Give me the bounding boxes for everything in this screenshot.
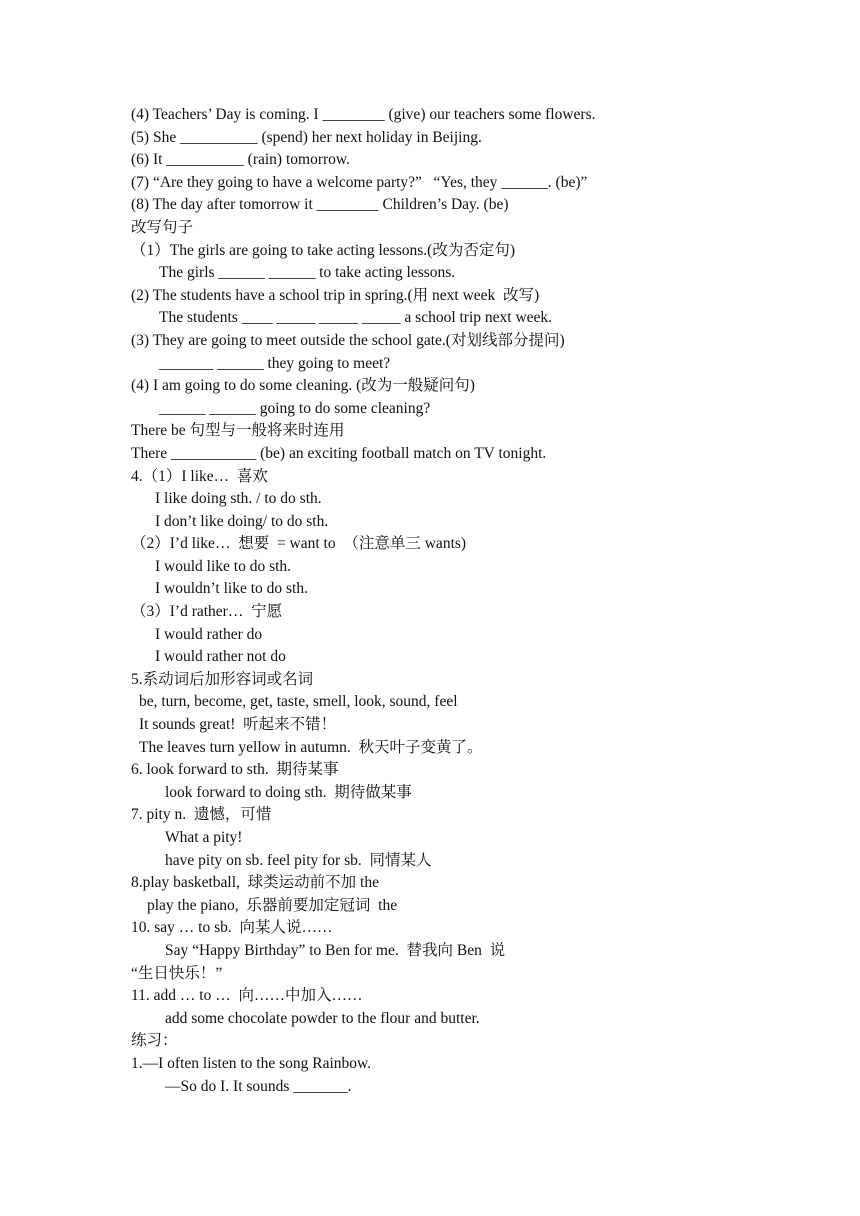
text-line: I would rather not do — [155, 648, 286, 666]
text-line: (5) She __________ (spend) her next holiday in Beijing. — [131, 128, 482, 146]
text-line: “生日快乐！” — [131, 964, 223, 982]
text-line: look forward to doing sth. 期待做某事 — [165, 783, 412, 801]
text-line: ______ ______ going to do some cleaning? — [159, 399, 431, 417]
text-line: have pity on sb. feel pity for sb. 同情某人 — [165, 851, 432, 869]
text-line: 改写句子 — [131, 218, 194, 236]
text-line: 6. look forward to sth. 期待某事 — [131, 761, 339, 779]
text-line: There be 句型与一般将来时连用 — [131, 422, 345, 440]
text-line: play the piano, 乐器前要加定冠词 the — [147, 896, 398, 914]
text-line: The girls ______ ______ to take acting lessons. — [159, 264, 456, 282]
text-line: 4.（1）I like… 喜欢 — [131, 467, 268, 485]
text-line: add some chocolate powder to the flour and butter. — [165, 1009, 480, 1027]
text-line: I like doing sth. / to do sth. — [155, 490, 322, 508]
text-line: _______ ______ they going to meet? — [159, 354, 391, 372]
text-line: 练习： — [131, 1032, 178, 1050]
text-line: (3) They are going to meet outside the school gate.(对划线部分提问) — [131, 331, 565, 349]
text-line: The leaves turn yellow in autumn. 秋天叶子变黄了。 — [139, 738, 483, 756]
text-line: 10. say … to sb. 向某人说…… — [131, 919, 333, 937]
document-body — [131, 104, 831, 1098]
text-line: （2）I’d like… 想要 = want to （注意单三 wants) — [131, 535, 467, 553]
text-line: (2) The students have a school trip in spring.(用 next week 改写) — [131, 286, 540, 304]
text-line: Say “Happy Birthday” to Ben for me. 替我向 Ben 说 — [165, 941, 506, 959]
text-line: —So do I. It sounds _______. — [165, 1077, 352, 1095]
text-line: be, turn, become, get, taste, smell, look, sound, feel — [139, 693, 458, 711]
text-line: （1）The girls are going to take acting lessons.(改为否定句) — [131, 241, 515, 259]
text-line: 5.系动词后加形容词或名词 — [131, 670, 314, 688]
text-line: I don’t like doing/ to do sth. — [155, 512, 329, 530]
text-line: I wouldn’t like to do sth. — [155, 580, 308, 598]
text-line: (8) The day after tomorrow it ________ Children’s Day. (be) — [131, 196, 509, 214]
text-line: （3）I’d rather… 宁愿 — [131, 603, 283, 621]
text-line: I would like to do sth. — [155, 557, 292, 575]
text-line: I would rather do — [155, 625, 263, 643]
text-line: It sounds great! 听起来不错！ — [139, 716, 337, 734]
text-line: 8.play basketball, 球类运动前不加 the — [131, 874, 379, 892]
text-line: 1.—I often listen to the song Rainbow. — [131, 1054, 372, 1072]
text-line: There ___________ (be) an exciting football match on TV tonight. — [131, 444, 547, 462]
text-line: 7. pity n. 遗憾，可惜 — [131, 806, 272, 824]
text-line: (7) “Are they going to have a welcome party?” “Yes, they ______. (be)” — [131, 173, 588, 191]
text-line: 11. add … to … 向……中加入…… — [131, 987, 363, 1005]
text-line: (6) It __________ (rain) tomorrow. — [131, 151, 350, 169]
text-line: (4) I am going to do some cleaning. (改为一般疑问句) — [131, 377, 475, 395]
text-line: (4) Teachers’ Day is coming. I ________ (give) our teachers some flowers. — [131, 106, 596, 123]
text-line: What a pity! — [165, 829, 243, 846]
text-line: The students ____ _____ _____ _____ a school trip next week. — [159, 309, 553, 327]
